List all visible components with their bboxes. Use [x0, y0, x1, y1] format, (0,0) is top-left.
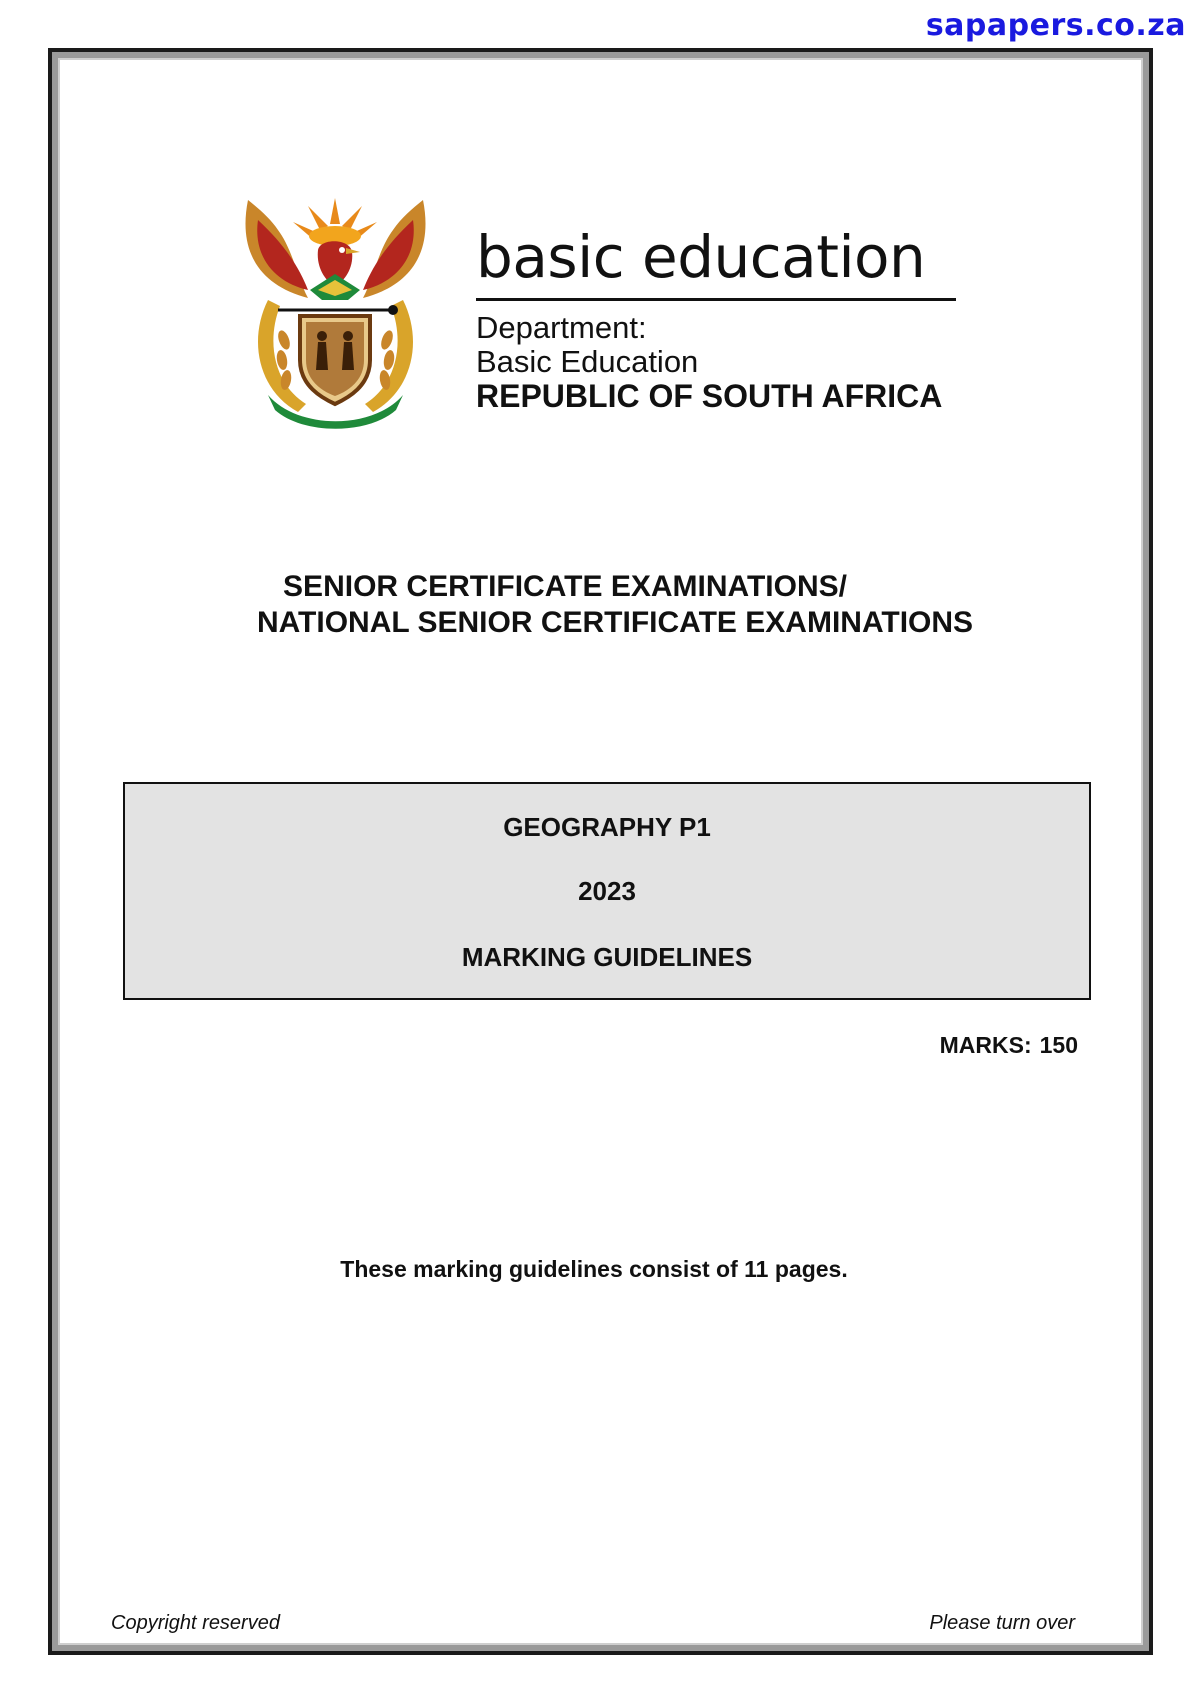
subject-year: 2023 — [578, 876, 636, 906]
brand-wordmark: basic education — [476, 223, 926, 291]
marks-label: MARKS: — [939, 1032, 1032, 1058]
coat-of-arms-logo — [238, 190, 433, 430]
brand-rule — [476, 298, 956, 301]
footer-copyright: Copyright reserved — [111, 1612, 280, 1634]
footer-turn-over: Please turn over — [929, 1612, 1075, 1634]
marks-value: 150 — [1039, 1032, 1078, 1058]
document-type: MARKING GUIDELINES — [461, 942, 753, 972]
exam-title-line1: SENIOR CERTIFICATE EXAMINATIONS/ — [283, 570, 847, 603]
shield-icon — [300, 316, 370, 404]
sun-icon — [293, 198, 377, 246]
pages-note: These marking guidelines consist of 11 pages. — [340, 1256, 848, 1282]
department-label: Department: — [476, 310, 647, 345]
exam-title-line2: NATIONAL SENIOR CERTIFICATE EXAMINATIONS — [256, 606, 974, 639]
department-name: Basic Education — [476, 344, 699, 379]
subject-name: GEOGRAPHY P1 — [503, 812, 711, 842]
marks-total — [940, 1032, 1078, 1059]
watermark-link[interactable]: sapapers.co.za — [925, 8, 1186, 43]
country-name: REPUBLIC OF SOUTH AFRICA — [476, 378, 943, 414]
subject-box — [123, 782, 1091, 1000]
